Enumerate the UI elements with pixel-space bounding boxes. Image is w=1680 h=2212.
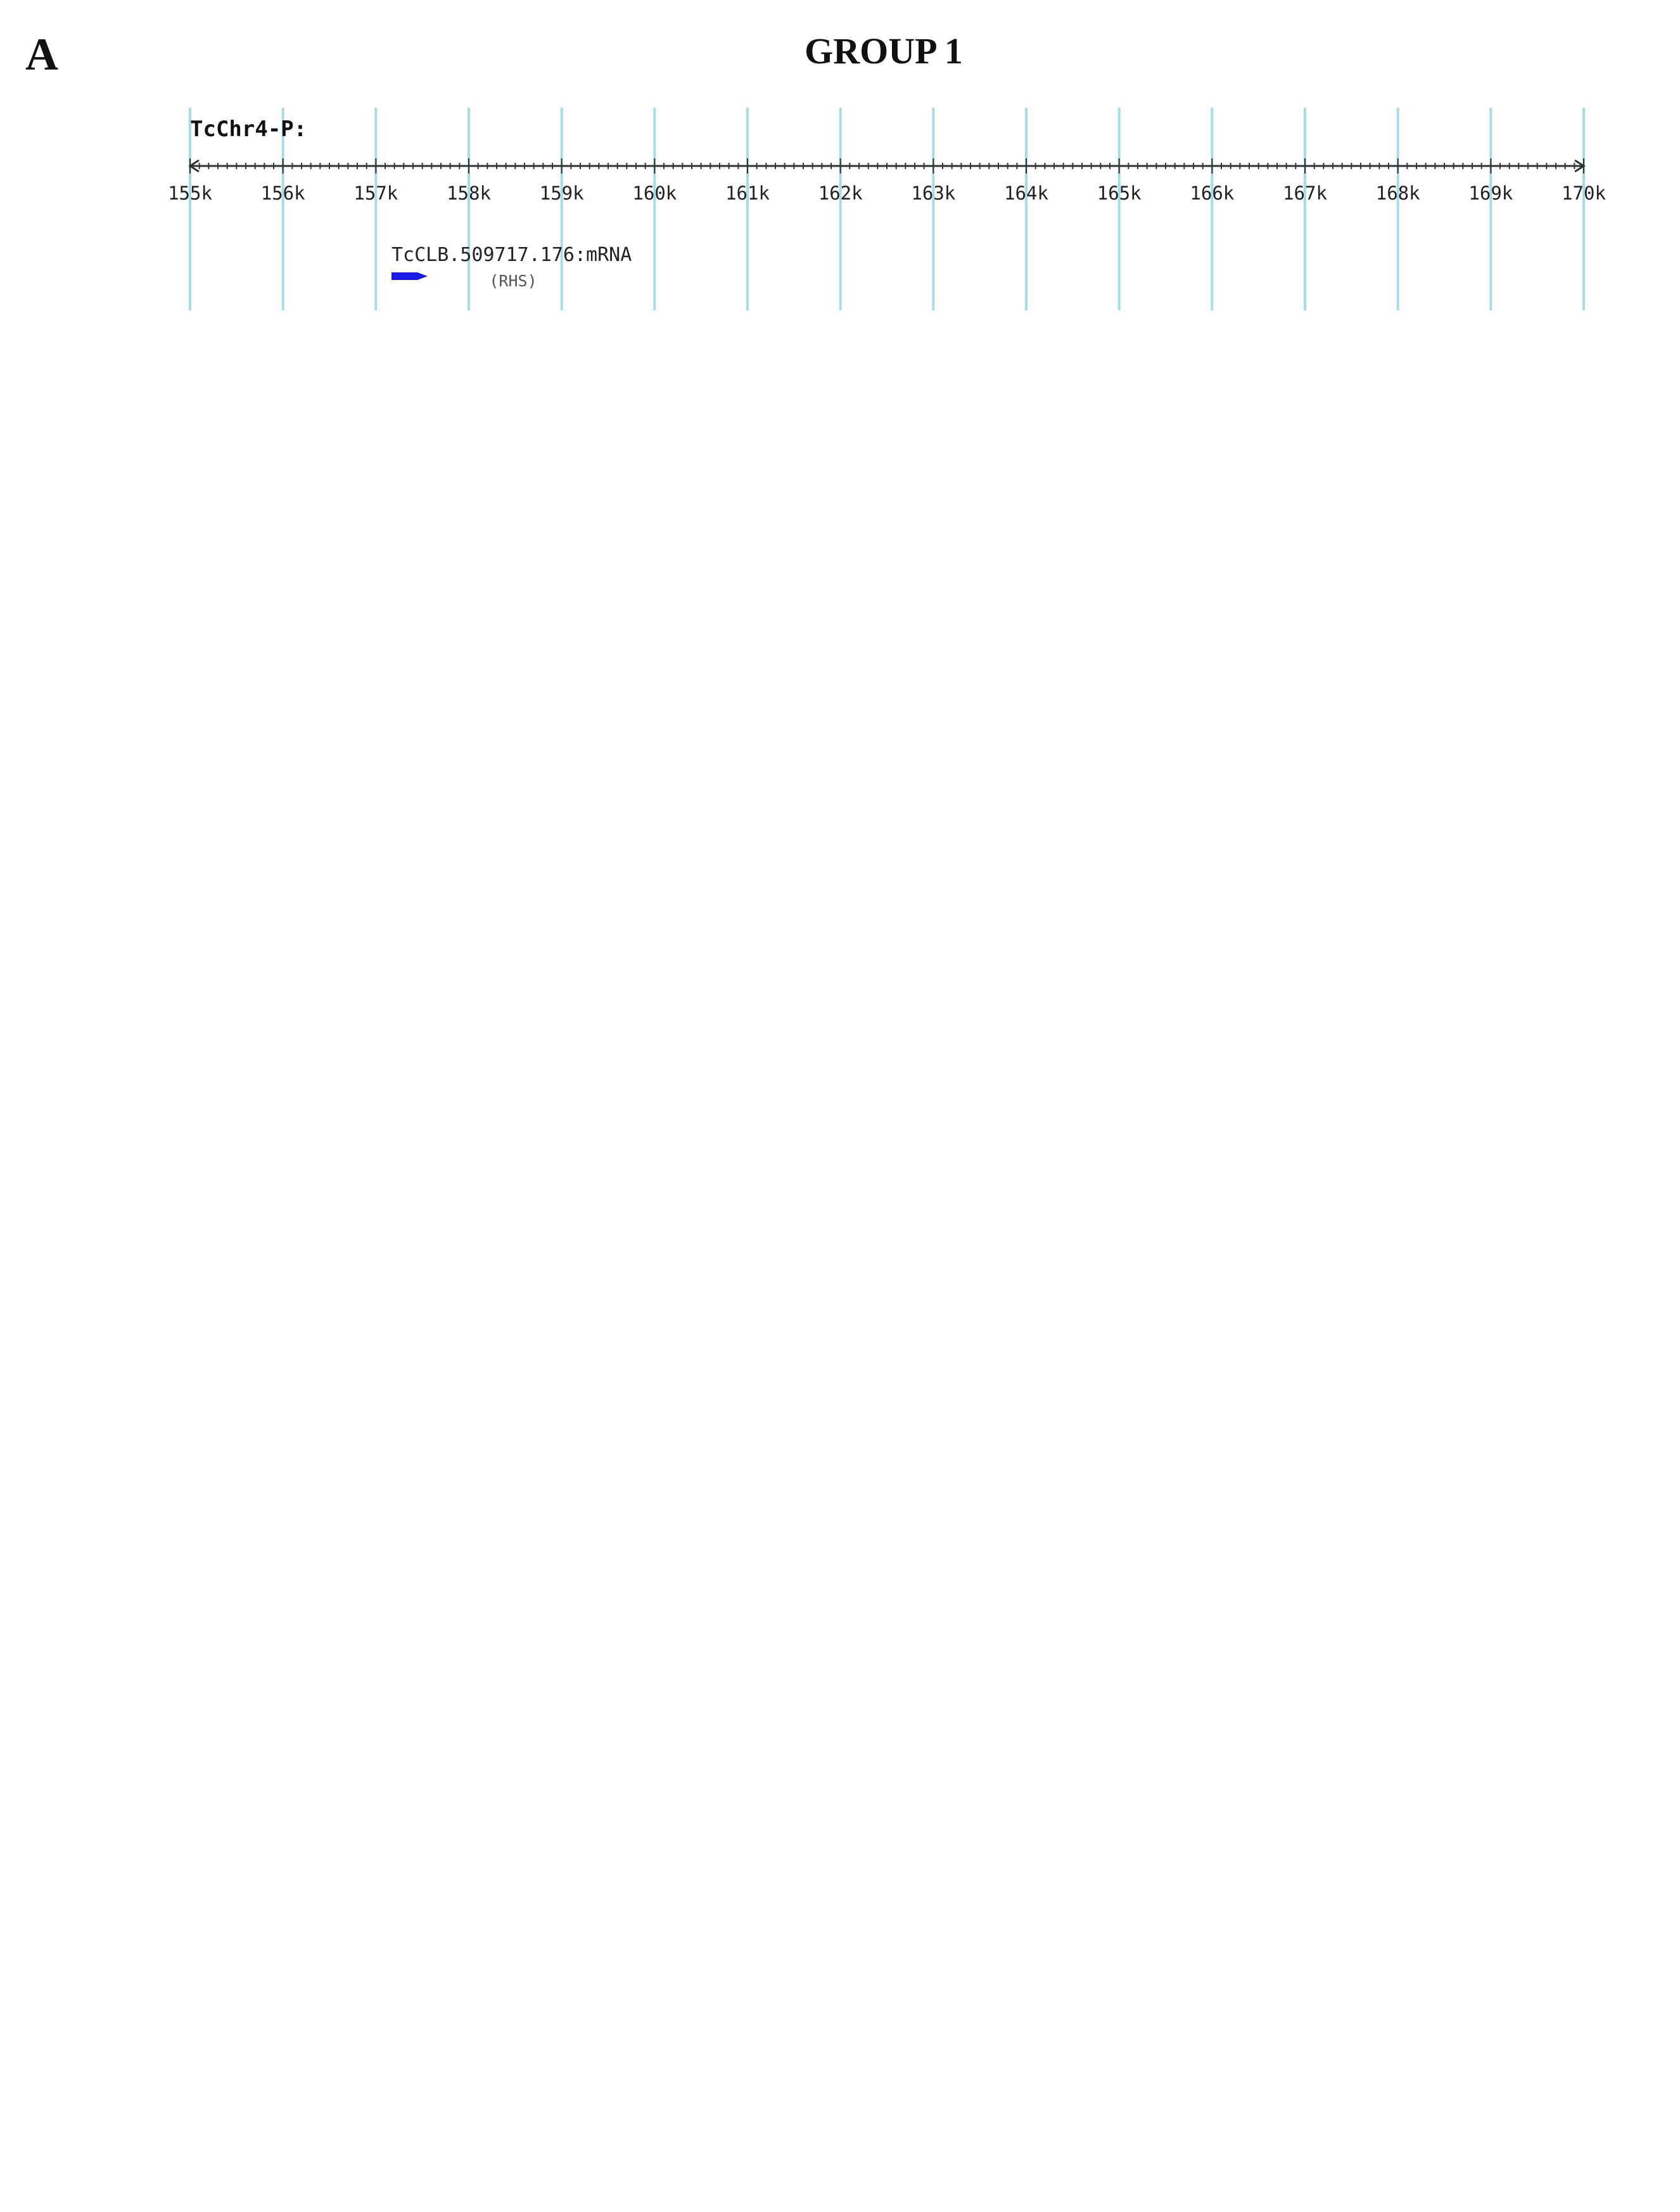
axis-tick-label: 165k	[1097, 182, 1142, 204]
axis-tick-label: 160k	[632, 182, 677, 204]
axis-tick-label: 159k	[539, 182, 584, 204]
gene-feature	[391, 272, 428, 280]
axis-tick-label: 169k	[1468, 182, 1513, 204]
axis-tick-label: 163k	[911, 182, 956, 204]
gene-tcclb-509717-176-mrna	[391, 244, 632, 290]
axis-tick-label: 157k	[353, 182, 398, 204]
panel-letter: A	[25, 29, 58, 80]
chromosome-label: TcChr4-P:	[190, 117, 307, 142]
axis-tick-label: 162k	[818, 182, 863, 204]
axis-tick-label: 168k	[1375, 182, 1420, 204]
axis-tick-label: 164k	[1004, 182, 1048, 204]
axis-tick-label: 158k	[447, 182, 491, 204]
gene-label: TcCLB.509717.176:mRNA	[391, 244, 632, 266]
axis-tick-label: 166k	[1190, 182, 1235, 204]
panel-a	[25, 29, 1606, 310]
gene-type-label: (RHS)	[489, 272, 537, 290]
axis-tick-label: 167k	[1283, 182, 1327, 204]
axis-tick-label: 170k	[1562, 182, 1606, 204]
axis-tick-label: 156k	[260, 182, 305, 204]
axis-tick-label: 161k	[725, 182, 770, 204]
panel-title: GROUP 1	[805, 30, 963, 72]
track-tcchr4-p	[168, 117, 1606, 290]
axis-tick-label: 155k	[168, 182, 212, 204]
